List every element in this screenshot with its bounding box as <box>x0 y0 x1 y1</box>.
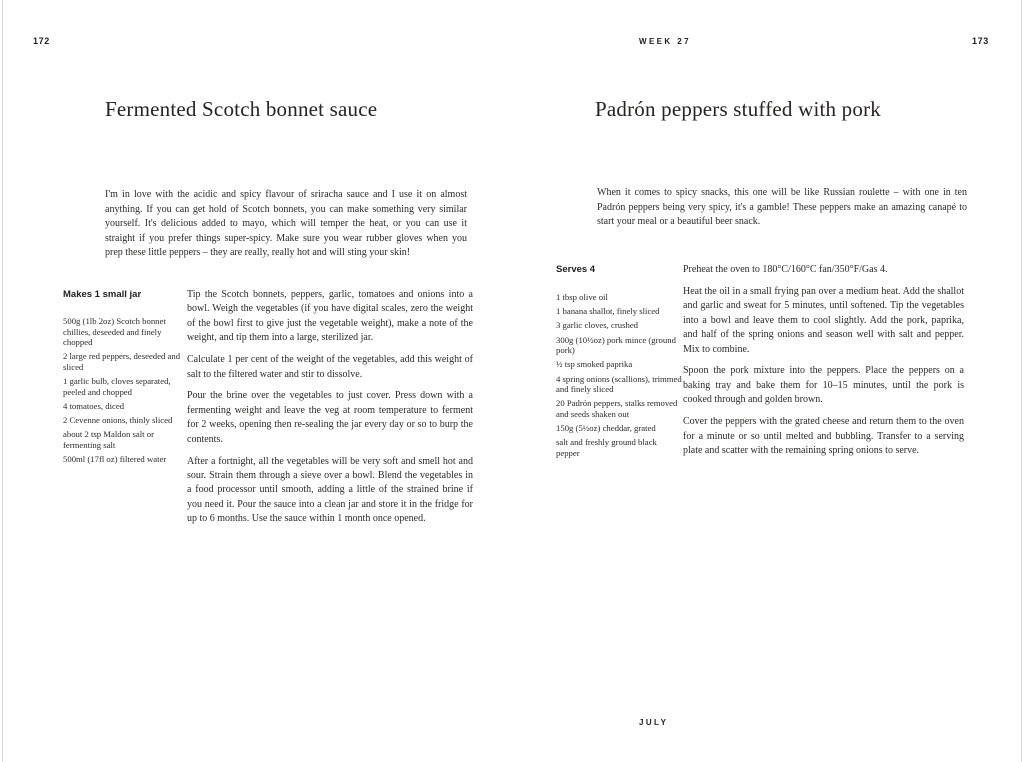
ingredient-item: 3 garlic cloves, crushed <box>556 320 639 331</box>
ingredient-item: 4 spring onions (scallions), trimmed and finely sliced <box>556 373 682 395</box>
method-paragraph: Heat the oil in a small frying pan over a medium heat. Add the shallot and garlic and sweat for 5 minutes, until softened. Tip the vegetables into a bowl and leave them to cool slightly. Add the pork, paprika, and half of the spring onions and season well with salt and pepper. Mix to combine. <box>683 285 964 355</box>
ingredient-item: 300g (10½oz) pork mince (ground pork) <box>556 334 676 356</box>
ingredient-item: ½ tsp smoked paprika <box>556 359 633 370</box>
ingredient-item: 150g (5½oz) cheddar, grated <box>556 423 656 434</box>
ingredient-item: 500ml (17fl oz) filtered water <box>63 454 167 465</box>
recipe-title-right: Padrón peppers stuffed with pork <box>595 97 881 121</box>
page-edge-right <box>1021 0 1022 762</box>
ingredients-list-right <box>556 292 682 462</box>
ingredient-item: 500g (1lb 2oz) Scotch bonnet chillies, deseeded and finely chopped <box>63 316 166 348</box>
ingredient-item: 1 banana shallot, finely sliced <box>556 306 660 317</box>
method-right <box>683 263 964 466</box>
page-number-right: 173 <box>972 36 989 46</box>
method-paragraph: Cover the peppers with the grated cheese and return them to the oven for a minute or so until melted and bubbling. Transfer to a serving plate and scatter with the remaining spring onions to serve. <box>683 416 964 456</box>
running-head-week: WEEK 27 <box>639 37 691 46</box>
ingredient-item: 2 large red peppers, deseeded and sliced <box>63 351 181 372</box>
ingredient-item: salt and freshly ground black pepper <box>556 437 657 458</box>
ingredient-item: 4 tomatoes, diced <box>63 400 125 411</box>
method-paragraph: Calculate 1 per cent of the weight of the vegetables, add this weight of salt to the filtered water and stir to dissolve. <box>187 354 473 380</box>
ingredient-item: about 2 tsp Maldon salt or fermenting salt <box>63 429 154 450</box>
method-left <box>187 288 473 534</box>
method-paragraph: Tip the Scotch bonnets, peppers, garlic, tomatoes and onions into a bowl. Weigh the vegetables (if you have digital scales, zero the weight of the bowl first to give just the vegetable weight), make a note of the weight, and tip them into a large, sterilized jar. <box>187 289 473 344</box>
method-paragraph: After a fortnight, all the vegetables will be very soft and smell hot and sour. Strain them through a sieve over a bowl. Blend the vegetables in a food processor until smooth, adding a little of the strained brine if you need it. Pour the sauce into a clean jar and store it in the fridge for up to 6 months. Use the sauce within 1 month once opened. <box>187 455 473 525</box>
ingredient-item: 1 garlic bulb, cloves separated, peeled and chopped <box>63 376 171 397</box>
page-number-left: 172 <box>33 36 50 46</box>
method-paragraph: Pour the brine over the vegetables to just cover. Press down with a fermenting weight and leave the veg at room temperature to ferment for 2 weeks, opening then re-sealing the jar every day or so to burp the contents. <box>187 390 473 445</box>
ingredients-list-left <box>63 316 184 468</box>
recipe-intro-right: When it comes to spicy snacks, this one will be like Russian roulette – with one in ten Padrón peppers being very spicy, it's a gamble! These peppers make an amazing canapé to start your meal or a beautiful beer snack. <box>597 187 967 228</box>
recipe-intro-left: I'm in love with the acidic and spicy flavour of sriracha sauce and I use it on almost anything. If you can get hold of Scotch bonnets, you can make something very similar yourself. It's delicious added to mayo, which will temper the heat, or you can use it straight if you prefer things super-spicy. Make sure you wear rubber gloves when you prep these little peppers – they are really, really hot and will sting your skin! <box>105 189 467 259</box>
recipe-title-left: Fermented Scotch bonnet sauce <box>105 97 378 121</box>
method-paragraph: Preheat the oven to 180°C/160°C fan/350°F/Gas 4. <box>683 264 888 275</box>
page-edge-left <box>2 0 3 762</box>
month-footer: JULY <box>639 718 669 727</box>
yield-label-right: Serves 4 <box>556 264 596 275</box>
yield-label-left: Makes 1 small jar <box>63 289 142 300</box>
ingredient-item: 2 Cevenne onions, thinly sliced <box>63 415 173 426</box>
method-paragraph: Spoon the pork mixture into the peppers. Place the peppers on a baking tray and bake them for 10–15 minutes, until the pork is cooked through and golden brown. <box>683 365 964 406</box>
ingredient-item: 20 Padrón peppers, stalks removed and seeds shaken out <box>556 398 678 419</box>
ingredient-item: 1 tbsp olive oil <box>556 292 608 302</box>
